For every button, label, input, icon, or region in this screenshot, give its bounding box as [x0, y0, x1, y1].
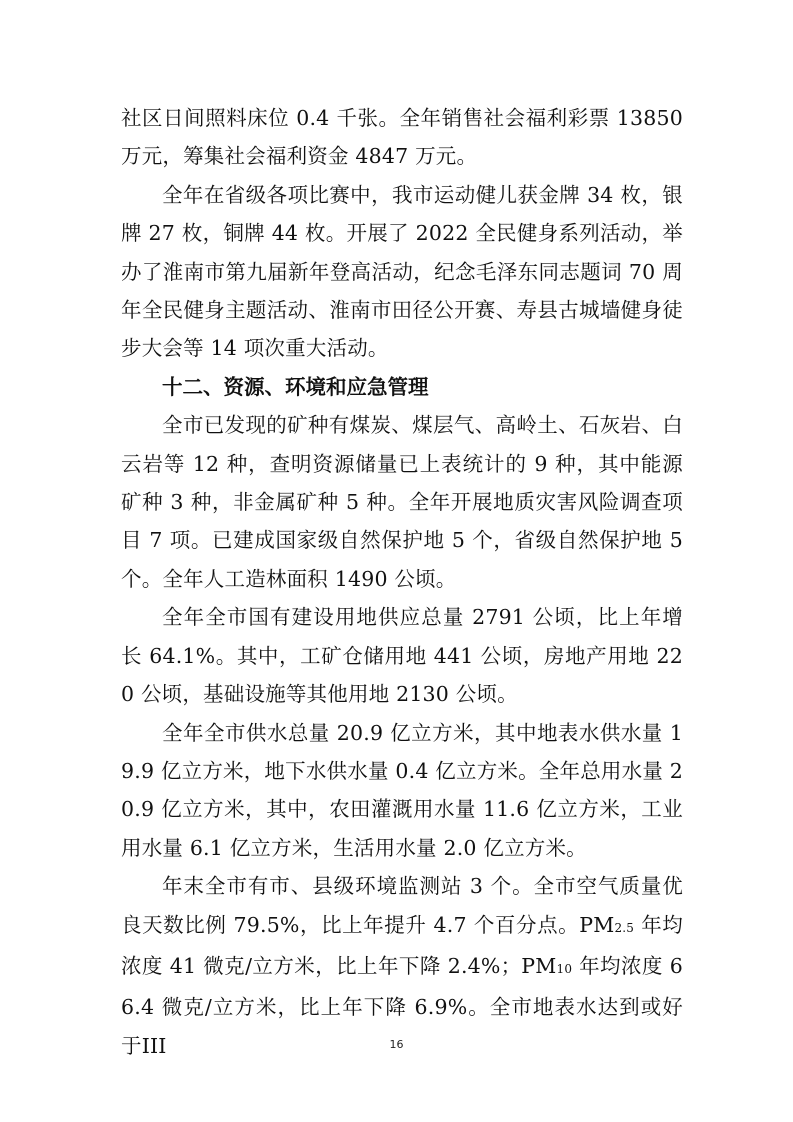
- document-body: [121, 99, 683, 1065]
- air-quality-text-part1: 年末全市有市、县级环境监测站 3 个。全市空气质量优良天数比例 79.5%，比上年提升 4.7 个百分点。PM: [121, 874, 683, 937]
- pm10-subscript: 10: [556, 961, 573, 976]
- page-number: 16: [389, 1038, 404, 1051]
- air-quality-text-part2: 年均浓度 41 微克/立方米，比上年下降 2.4%；PM: [121, 912, 683, 978]
- paragraph-minerals: 全市已发现的矿种有煤炭、煤层气、高岭土、石灰岩、白云岩等 12 种，查明资源储量已上表统计的 9 种，其中能源矿种 3 种，非金属矿种 5 种。全年开展地质灾害风险调查项目 7 项。已建成国家级自然保护地 5 个，省级自然保护地 5 个。全年人工造林面积 1490 公顷。: [121, 413, 683, 591]
- paragraph-land-supply: 全年全市国有建设用地供应总量 2791 公顷，比上年增长 64.1%。其中，工矿仓储用地 441 公顷，房地产用地 220 公顷，基础设施等其他用地 2130 公顷。: [121, 605, 683, 707]
- pm25-subscript: 2.5: [614, 920, 635, 935]
- paragraph-welfare-continued: 社区日间照料床位 0.4 千张。全年销售社会福利彩票 13850 万元，筹集社会福利资金 4847 万元。: [121, 106, 683, 169]
- paragraph-water-supply: 全年全市供水总量 20.9 亿立方米，其中地表水供水量 19.9 亿立方米，地下水供水量 0.4 亿立方米。全年总用水量 20.9 亿立方米，其中，农田灌溉用水量 11.6 亿立方米，工业用水量 6.1 亿立方米，生活用水量 2.0 亿立方米。: [121, 720, 683, 860]
- section-heading-resources-environment: 十二、资源、环境和应急管理: [162, 374, 429, 399]
- paragraph-air-quality: [121, 867, 683, 1065]
- paragraph-sports: 全年在省级各项比赛中，我市运动健儿获金牌 34 枚，银牌 27 枚，铜牌 44 枚。开展了 2022 全民健身系列活动，举办了淮南市第九届新年登高活动，纪念毛泽东同志题词 70 周年全民健身主题活动、淮南市田径公开赛、寿县古城墙健身徒步大会等 14 项次重大活动。: [121, 182, 683, 361]
- air-quality-text-part3: 年均浓度 66.4 微克/立方米，比上年下降 6.9%。全市地表水达到或好于III: [121, 953, 683, 1058]
